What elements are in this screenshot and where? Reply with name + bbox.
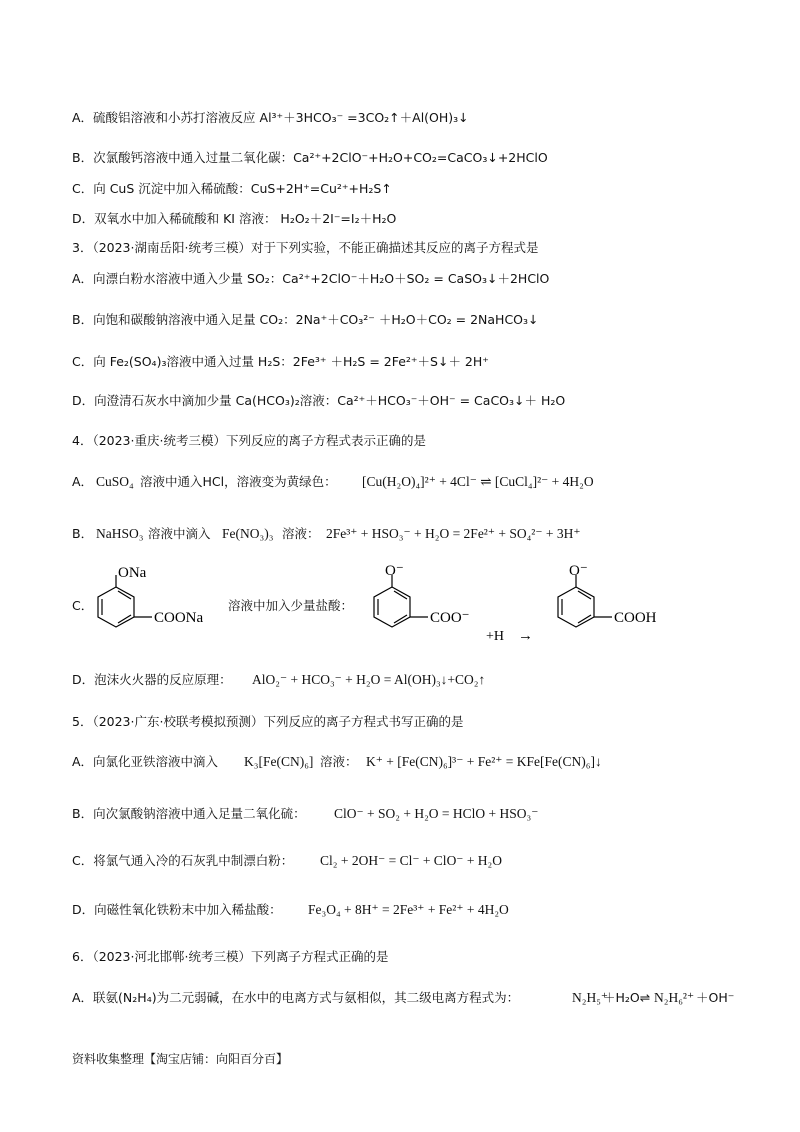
formula-text: K⁺ + [Fe(CN)₆]³⁻ + Fe²⁺ = KFe[Fe(CN)₆]↓ — [366, 754, 602, 769]
line-text: C．向 Fe₂(SO₄)₃溶液中通入过量 H₂S：2Fe³⁺ ＋H₂S = 2Fe²⁺＋S↓＋ 2H⁺ — [72, 354, 489, 369]
product2-substituent-2: COOH — [614, 610, 657, 626]
line-text: D．双氧水中加入稀硫酸和 KI 溶液： H₂O₂＋2I⁻=I₂＋H₂O — [72, 211, 397, 226]
reactant-benzene-ring — [98, 575, 152, 627]
text-line — [0, 522, 800, 546]
line-text: 溶液： — [282, 526, 320, 541]
line-text: 3．（2023·湖南岳阳·统考三模）对于下列实验，不能正确描述其反应的离子方程式是 — [72, 240, 539, 255]
formula-text: ClO⁻ + SO₂ + H₂O = HClO + HSO₃⁻ — [334, 806, 539, 821]
formula-text: NaHSO₃ — [96, 526, 144, 541]
formula-text: Fe₃O₄ + 8H⁺ = 2Fe³⁺ + Fe²⁺ + 4H₂O — [308, 902, 509, 917]
formula-text: CuSO₄ — [96, 474, 134, 489]
product2-benzene-ring — [558, 575, 612, 627]
text-line — [0, 236, 800, 260]
line-text: 溶液中滴入 — [148, 526, 211, 541]
line-text: A．向漂白粉水溶液中通入少量 SO₂：Ca²⁺+2ClO⁻＋H₂O＋SO₂ = CaSO₃↓＋2HClO — [72, 271, 550, 286]
text-line — [0, 849, 800, 873]
text-line — [0, 802, 800, 826]
text-line — [0, 470, 800, 494]
text-line — [0, 898, 800, 922]
product1-benzene-ring — [374, 575, 428, 627]
line-text: D．向澄清石灰水中滴加少量 Ca(HCO₃)₂溶液：Ca²⁺＋HCO₃⁻＋OH⁻ = CaCO₃↓＋ H₂O — [72, 393, 566, 408]
formula-text: Fe(NO₃)₃ — [222, 526, 274, 541]
line-text: C． — [72, 598, 94, 613]
text-line — [0, 146, 800, 170]
line-text: D．向磁性氧化铁粉末中加入稀盐酸： — [72, 902, 282, 917]
text-line — [0, 177, 800, 201]
product2-substituent-1: O⁻ — [569, 563, 588, 579]
line-text: 溶液： — [320, 754, 358, 769]
line-text: C．向 CuS 沉淀中加入稀硫酸：CuS+2H⁺=Cu²⁺+H₂S↑ — [72, 181, 392, 196]
reaction-arrow: → — [518, 628, 533, 644]
line-text: B．次氯酸钙溶液中通入过量二氧化碳：Ca²⁺+2ClO⁻+H₂O+CO₂=CaCO₃↓+2HClO — [72, 150, 548, 165]
text-line — [0, 986, 800, 1010]
formula-text: [Cu(H₂O)₄]²⁺ + 4Cl⁻ ⇌ [CuCl₄]²⁻ + 4H₂O — [362, 474, 594, 489]
formula-text: AlO₂⁻ + HCO₃⁻ + H₂O = Al(OH)₃↓+CO₂↑ — [252, 672, 486, 687]
line-text: ＋OH⁻ — [696, 990, 735, 1005]
chemical-structure-diagram — [0, 555, 800, 650]
text-line — [0, 308, 800, 332]
text-line — [0, 106, 800, 130]
formula-text: N₂H₅⁺ — [572, 990, 609, 1005]
line-text: 5．（2023·广东·校联考模拟预测）下列反应的离子方程式书写正确的是 — [72, 714, 464, 729]
formula-text: N₂H₆²⁺ — [654, 990, 695, 1005]
text-line — [0, 945, 800, 969]
formula-text: 2Fe³⁺ + HSO₃⁻ + H₂O = 2Fe²⁺ + SO₄²⁻ + 3H⁺ — [326, 526, 581, 541]
text-line — [0, 389, 800, 413]
product1-substituent-1: O⁻ — [385, 563, 404, 579]
line-text: A．硫酸铝溶液和小苏打溶液反应 Al³⁺＋3HCO₃⁻ =3CO₂↑＋Al(OH)₃↓ — [72, 110, 469, 125]
text-line — [0, 750, 800, 774]
line-text: A．向氯化亚铁溶液中滴入 — [72, 754, 219, 769]
line-text: 6．（2023·河北邯郸·统考三模）下列离子方程式正确的是 — [72, 949, 389, 964]
line-text: D．泡沫火火器的反应原理： — [72, 672, 232, 687]
text-line — [0, 710, 800, 734]
text-line — [0, 350, 800, 374]
plus-h-label: +H — [486, 629, 505, 644]
text-line — [0, 267, 800, 291]
line-text: B． — [72, 526, 94, 541]
line-text: B．向饱和碳酸钠溶液中通入足量 CO₂：2Na⁺＋CO₃²⁻ ＋H₂O＋CO₂ = 2NaHCO₃↓ — [72, 312, 539, 327]
line-text: 4．（2023·重庆·统考三模）下列反应的离子方程式表示正确的是 — [72, 433, 426, 448]
reactant-substituent-2: COONa — [154, 610, 204, 626]
reactant-substituent-1: ONa — [118, 565, 147, 581]
line-text: 溶液中通入HCl，溶液变为黄绿色： — [140, 474, 337, 489]
line-text: A．联氨(N₂H₄)为二元弱碱，在水中的电离方式与氨相似，其二级电离方程式为： — [72, 990, 520, 1005]
line-text: C．将氯气通入冷的石灰乳中制漂白粉： — [72, 853, 294, 868]
line-text: B．向次氯酸钠溶液中通入足量二氧化硫： — [72, 806, 306, 821]
page-footer: 资料收集整理【淘宝店铺：向阳百分百】 — [72, 1052, 289, 1066]
formula-text: K₃[Fe(CN)₆] — [244, 754, 314, 769]
text-line — [0, 668, 800, 692]
text-line — [0, 429, 800, 453]
text-line — [0, 207, 800, 231]
product1-substituent-2: COO⁻ — [430, 610, 470, 626]
line-text: ＋H₂O⇌ — [603, 990, 651, 1005]
line-text: 溶液中加入少量盐酸： — [228, 598, 354, 613]
formula-text: Cl₂ + 2OH⁻ = Cl⁻ + ClO⁻ + H₂O — [320, 853, 503, 868]
line-text: A． — [72, 474, 94, 489]
